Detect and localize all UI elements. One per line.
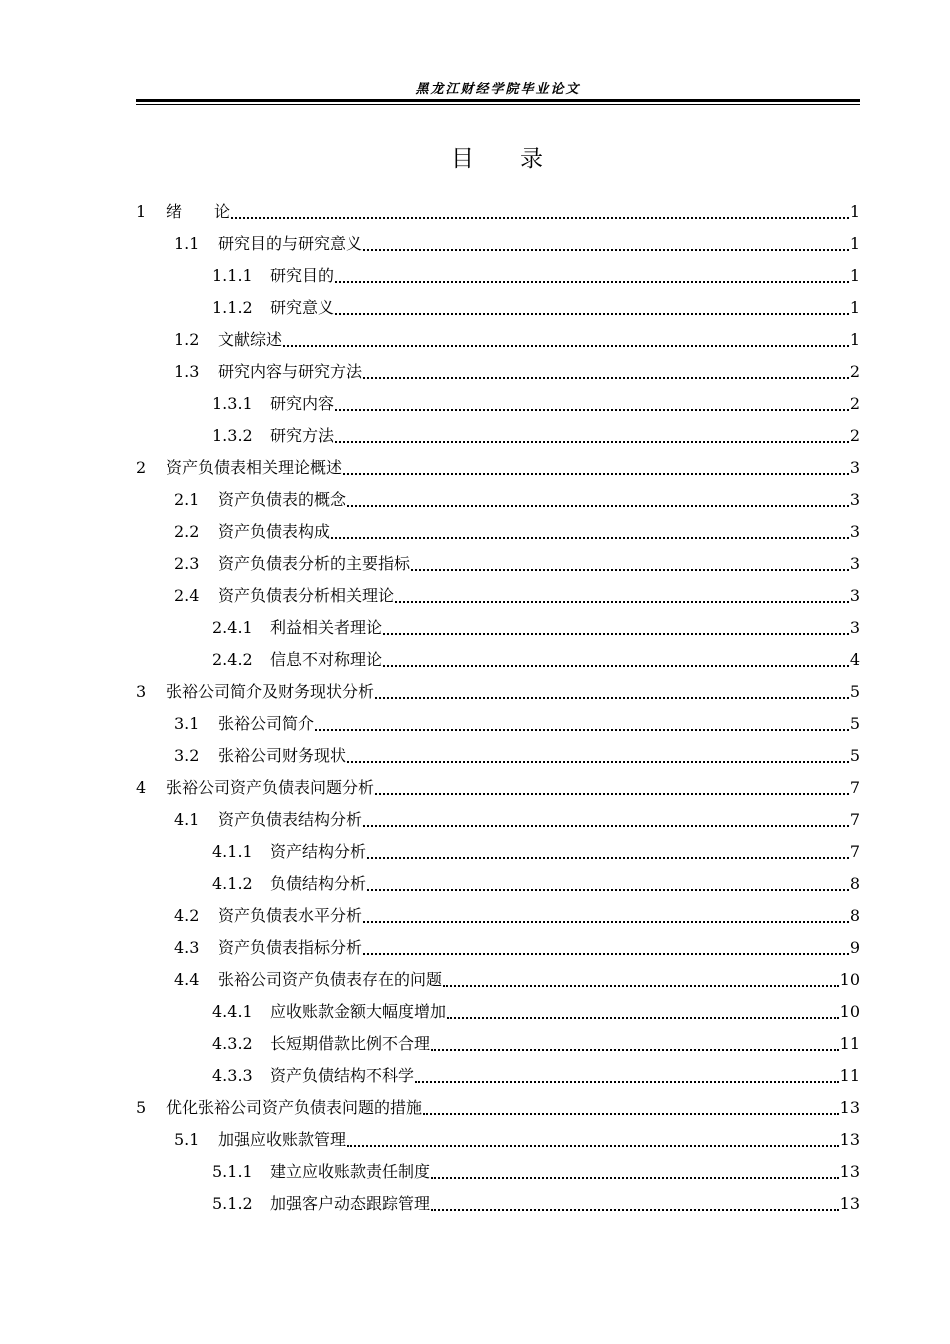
toc-entry-title: 加强客户动态跟踪管理 [270,1194,431,1213]
toc-entry[interactable] [0,484,950,516]
toc-entry[interactable] [0,612,950,644]
toc-entry-title: 长短期借款比例不合理 [270,1034,431,1053]
toc-entry-number: 5.1.2 [212,1194,253,1213]
toc-entry-title: 张裕公司资产负债表问题分析 [166,778,375,797]
toc-entry-title: 负债结构分析 [270,874,367,893]
toc-entry-number: 5 [136,1098,147,1117]
toc-entry[interactable] [0,292,950,324]
toc-entry-page: 5 [849,682,860,701]
toc-dot-leader [431,1176,839,1179]
toc-entry-number: 4.2 [174,906,200,925]
toc-entry-number: 4.1.1 [212,842,253,861]
toc-entry-number: 1.3 [174,362,200,381]
toc-entry-title: 资产负债表的概念 [218,490,347,509]
toc-entry-page: 11 [839,1066,860,1085]
toc-entry-title: 研究方法 [270,426,335,445]
toc-entry-title: 资产负债表结构分析 [218,810,363,829]
toc-entry-number: 3.1 [174,714,200,733]
toc-entry-number: 1.1.2 [212,298,253,317]
toc-entry-title: 资产负债结构不科学 [270,1066,415,1085]
toc-entry-number: 5.1.1 [212,1162,253,1181]
toc-dot-leader [383,632,849,635]
toc-entry[interactable] [0,452,950,484]
toc-dot-leader [283,344,849,347]
toc-dot-leader [431,1208,839,1211]
toc-entry-title: 资产结构分析 [270,842,367,861]
toc-dot-leader [415,1080,839,1083]
toc-entry-number: 4.3 [174,938,200,957]
toc-entry-title: 资产负债表相关理论概述 [166,458,343,477]
toc-dot-leader [335,280,849,283]
toc-entry-number: 4.1 [174,810,200,829]
header-rule-thick [136,99,860,102]
toc-entry-page: 5 [849,714,860,733]
toc-entry-number: 3.2 [174,746,200,765]
toc-entry-number: 3 [136,682,147,701]
toc-entry[interactable] [0,420,950,452]
toc-entry-page: 10 [839,1002,860,1021]
toc-dot-leader [315,728,849,731]
toc-dot-leader [363,952,849,955]
toc-entry-page: 13 [839,1130,860,1149]
toc-entry[interactable] [0,1124,950,1156]
toc-entry[interactable] [0,772,950,804]
toc-entry-number: 4.3.2 [212,1034,253,1053]
toc-entry-number: 2.4 [174,586,200,605]
toc-entry-page: 13 [839,1162,860,1181]
toc-entry-page: 4 [849,650,860,669]
toc-entry-page: 9 [849,938,860,957]
toc-dot-leader [363,248,849,251]
toc-entry-title: 利益相关者理论 [270,618,383,637]
toc-entry-title: 研究目的与研究意义 [218,234,363,253]
toc-entry-title: 文献综述 [218,330,283,349]
toc-entry-title: 研究内容 [270,394,335,413]
toc-entry-number: 2.4.1 [212,618,253,637]
running-header: 黑龙江财经学院毕业论文 [415,82,581,97]
toc-entry-title: 资产负债表分析的主要指标 [218,554,411,573]
toc-entry-number: 4.4.1 [212,1002,253,1021]
toc-entry[interactable] [0,1156,950,1188]
toc-entry[interactable] [0,324,950,356]
toc-entry-page: 1 [849,330,860,349]
toc-entry[interactable] [0,228,950,260]
toc-dot-leader [347,504,849,507]
toc-entry-title: 资产负债表构成 [218,522,331,541]
toc-dot-leader [331,536,849,539]
toc-dot-leader [363,376,849,379]
toc-entry-title: 资产负债表水平分析 [218,906,363,925]
toc-entry-number: 2 [136,458,147,477]
toc-entry[interactable] [0,900,950,932]
toc-entry-page: 1 [849,266,860,285]
toc-dot-leader [411,568,849,571]
toc-entry-page: 2 [849,394,860,413]
toc-entry-page: 3 [849,554,860,573]
toc-entry-page: 3 [849,522,860,541]
toc-dot-leader [431,1048,839,1051]
toc-entry-number: 2.1 [174,490,200,509]
toc-entry[interactable] [0,708,950,740]
toc-entry-page: 2 [849,362,860,381]
toc-title [136,140,860,173]
toc-entry-title: 研究意义 [270,298,335,317]
toc-dot-leader [231,216,849,219]
toc-entry-number: 1.1.1 [212,266,253,285]
toc-entry-page: 13 [839,1194,860,1213]
toc-entry-title: 研究目的 [270,266,335,285]
toc-entry-title: 应收账款金额大幅度增加 [270,1002,447,1021]
toc-dot-leader [347,1144,839,1147]
toc-dot-leader [335,440,849,443]
toc-entry[interactable] [0,196,950,228]
toc-dot-leader [383,664,849,667]
toc-dot-leader [447,1016,839,1019]
toc-dot-leader [423,1112,839,1115]
toc-entry[interactable] [0,1092,950,1124]
toc-entry-page: 11 [839,1034,860,1053]
toc-entry-title: 加强应收账款管理 [218,1130,347,1149]
toc-entry[interactable] [0,644,950,676]
toc-entry-number: 4 [136,778,147,797]
toc-entry[interactable] [0,1188,950,1220]
toc-entry-number: 4.1.2 [212,874,253,893]
toc-entry-number: 2.2 [174,522,200,541]
toc-entry-title: 信息不对称理论 [270,650,383,669]
header-rule-thin [136,104,860,105]
toc-entry[interactable] [0,356,950,388]
toc-entry[interactable] [0,260,950,292]
toc-entry-number: 2.4.2 [212,650,253,669]
toc-entry-number: 2.3 [174,554,200,573]
toc-entry-page: 3 [849,586,860,605]
toc-dot-leader [367,888,849,891]
toc-entry-page: 3 [849,490,860,509]
toc-entry-number: 1.1 [174,234,200,253]
toc-entry-page: 3 [849,618,860,637]
toc-entry-title: 研究内容与研究方法 [218,362,363,381]
toc-entry-page: 8 [849,874,860,893]
toc-entry-title: 张裕公司资产负债表存在的问题 [218,970,443,989]
toc-entry-page: 7 [849,778,860,797]
toc-dot-leader [375,792,849,795]
toc-entry-number: 4.3.3 [212,1066,253,1085]
toc-dot-leader [367,856,849,859]
toc-entry[interactable] [0,388,950,420]
toc-entry-page: 5 [849,746,860,765]
toc-dot-leader [335,408,849,411]
toc-entry[interactable] [0,1028,950,1060]
toc-dot-leader [347,760,849,763]
toc-entry-title: 张裕公司财务现状 [218,746,347,765]
toc-dot-leader [343,472,849,475]
toc-dot-leader [335,312,849,315]
toc-entry-number: 1.3.2 [212,426,253,445]
toc-title-char-1: 目 [451,146,476,172]
toc-entry-page: 1 [849,202,860,221]
toc-entry-page: 3 [849,458,860,477]
toc-entry-title: 绪 论 [166,202,231,221]
toc-entry-number: 1.2 [174,330,200,349]
toc-entry[interactable] [0,548,950,580]
toc-entry-page: 7 [849,842,860,861]
toc-entry[interactable] [0,580,950,612]
toc-entry[interactable] [0,516,950,548]
toc-entry-page: 7 [849,810,860,829]
toc-entry-page: 8 [849,906,860,925]
toc-entry[interactable] [0,740,950,772]
toc-entry-number: 4.4 [174,970,200,989]
toc-entry[interactable] [0,1060,950,1092]
toc-entry-title: 建立应收账款责任制度 [270,1162,431,1181]
toc-dot-leader [363,920,849,923]
toc-entry-title: 张裕公司简介 [218,714,315,733]
toc-entry-page: 13 [839,1098,860,1117]
toc-dot-leader [395,600,849,603]
toc-entry[interactable] [0,804,950,836]
toc-entry-page: 1 [849,234,860,253]
toc-entry[interactable] [0,836,950,868]
toc-entry[interactable] [0,676,950,708]
toc-entry[interactable] [0,996,950,1028]
toc-entry-title: 资产负债表分析相关理论 [218,586,395,605]
toc-entry-title: 资产负债表指标分析 [218,938,363,957]
toc-list [0,196,950,1220]
toc-entry-number: 1.3.1 [212,394,253,413]
toc-dot-leader [375,696,849,699]
toc-entry-page: 10 [839,970,860,989]
toc-entry-number: 5.1 [174,1130,200,1149]
toc-entry[interactable] [0,868,950,900]
toc-entry[interactable] [0,932,950,964]
toc-dot-leader [363,824,849,827]
toc-dot-leader [443,984,839,987]
toc-entry-page: 1 [849,298,860,317]
toc-title-char-2: 录 [520,146,545,172]
toc-entry-title: 优化张裕公司资产负债表问题的措施 [166,1098,423,1117]
toc-entry[interactable] [0,964,950,996]
toc-entry-page: 2 [849,426,860,445]
toc-entry-number: 1 [136,202,147,221]
toc-entry-title: 张裕公司简介及财务现状分析 [166,682,375,701]
